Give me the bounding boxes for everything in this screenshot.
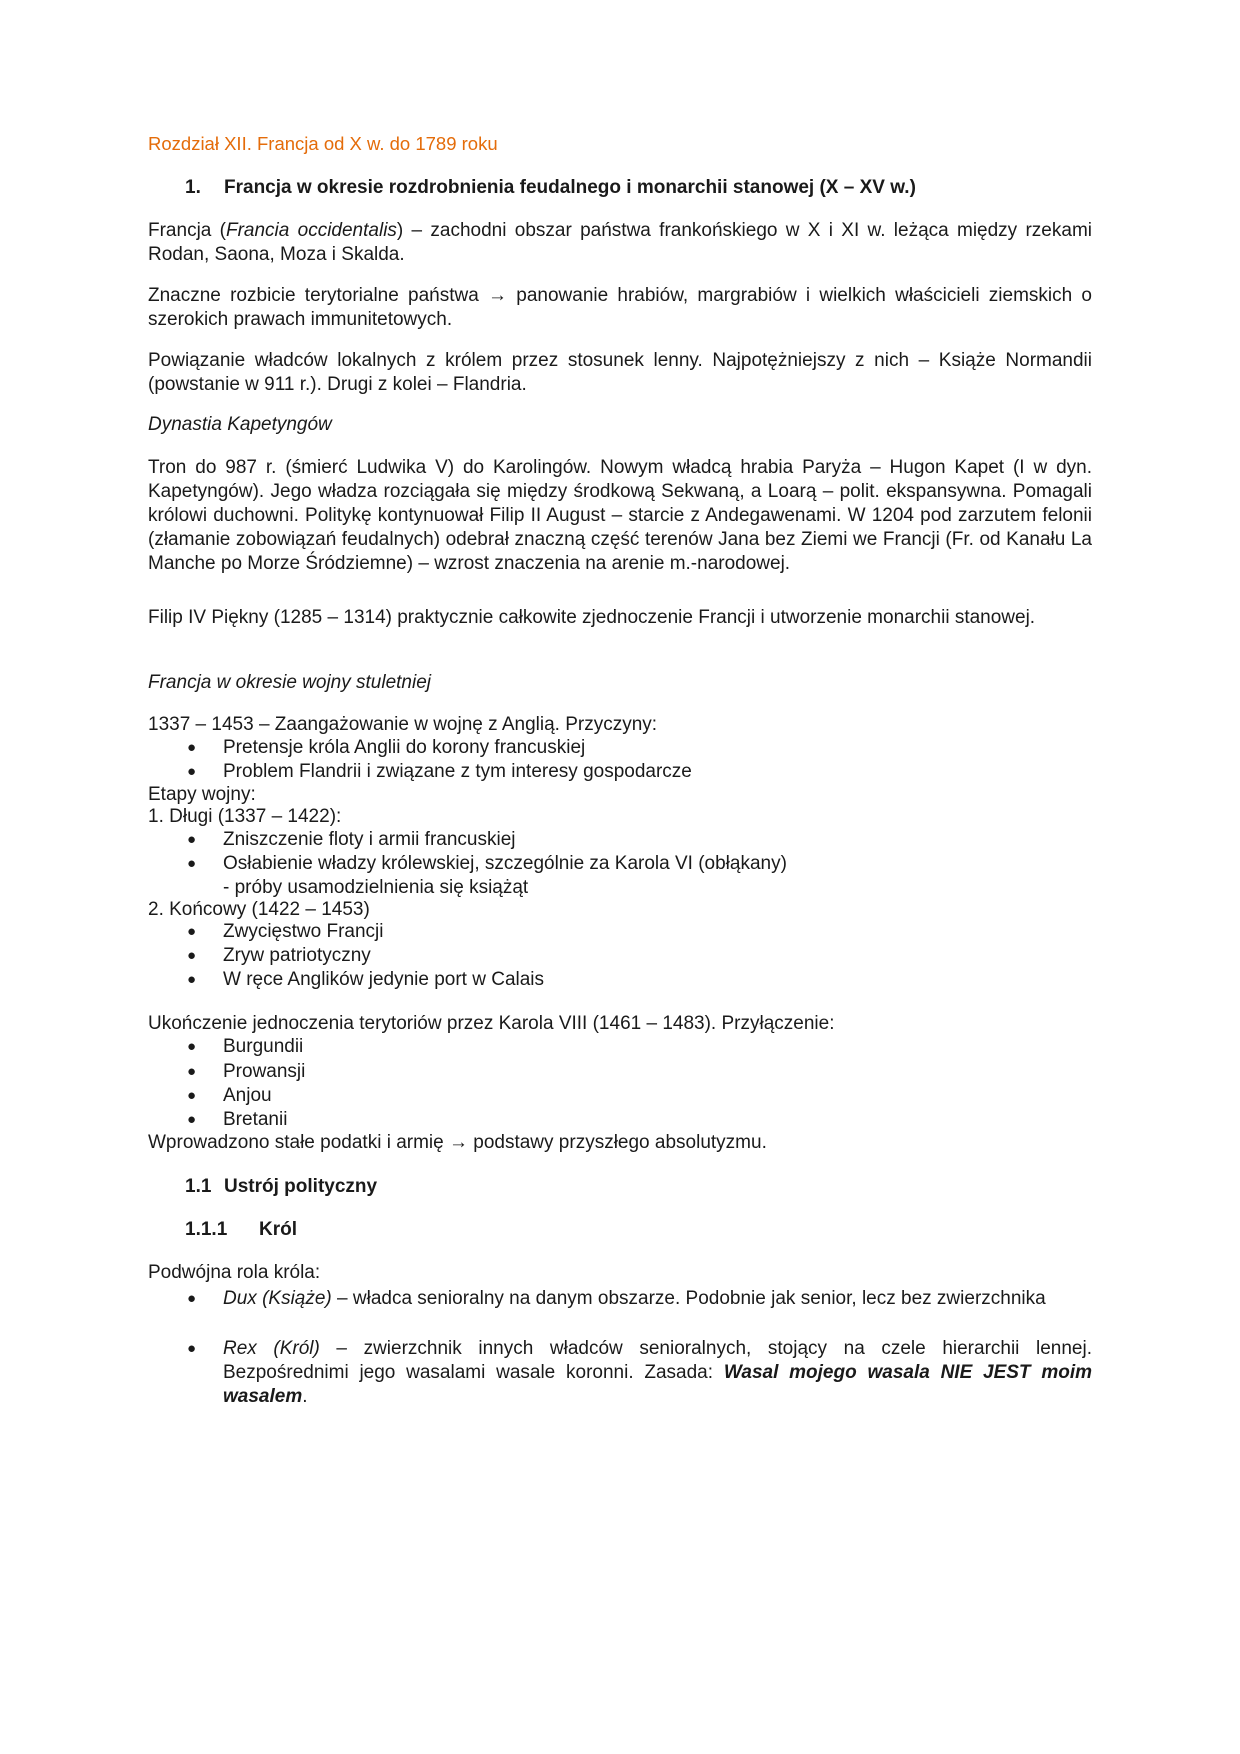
arrow-icon: → [448,1132,468,1153]
bullet-icon: ● [187,971,197,988]
paragraph-francja [148,219,1092,267]
bullet-icon: ● [187,1063,197,1080]
list-item-rex [223,1337,1092,1409]
list-item: Zwycięstwo Francji [223,921,384,942]
bullet-icon: ● [187,1038,197,1055]
list-item: Anjou [223,1085,272,1106]
list-item: Problem Flandrii i związane z tym interesy gospodarcze [223,761,692,782]
paragraph-filip: Filip IV Piękny (1285 – 1314) praktycznie całkowite zjednoczenie Francji i utworzenie monarchii stanowej. [148,607,1036,628]
list-item-dux [223,1287,1092,1311]
heading-dynastia: Dynastia Kapetyngów [148,414,332,435]
text: Wprowadzono stałe podatki i armię [148,1132,444,1153]
arrow-icon: → [488,285,508,306]
bullet-icon: ● [187,831,197,848]
list-item: Zryw patriotyczny [223,945,371,966]
chapter-title: Rozdział XII. Francja od X w. do 1789 roku [148,133,498,154]
term: Dux (Książe) [223,1288,332,1309]
list-item: Bretanii [223,1109,288,1130]
stage-1-label: 1. Długi (1337 – 1422): [148,806,342,827]
text: . [302,1386,308,1407]
list-subitem: - próby usamodzielnienia się książąt [223,877,529,898]
list-item: Osłabienie władzy królewskiej, szczególnie za Karola VI (obłąkany) [223,853,787,874]
king-intro: Podwójna rola króla: [148,1262,321,1283]
latin-term: Francia occidentalis [225,220,397,241]
bullet-icon: ● [187,1111,197,1128]
paragraph-powiazanie: Powiązanie władców lokalnych z królem przez stosunek lenny. Najpotężniejszy z nich – Książe Normandii (powstanie w 911 r.). Drugi z kolei – Flandria. [148,350,1092,395]
stages-label: Etapy wojny: [148,784,256,805]
section-number: 1.1 [185,1176,212,1197]
rule-emphasis: Wasal mojego wasala NIE JEST moim wasalem [223,1362,1092,1407]
heading-wojna: Francja w okresie wojny stuletniej [148,672,432,693]
list-item: Zniszczenie floty i armii francuskiej [223,829,516,850]
bullet-icon: ● [187,947,197,964]
text: Znaczne rozbicie terytorialne państwa [148,285,479,306]
section-title: Ustrój polityczny [224,1176,378,1197]
bullet-icon: ● [187,1340,197,1357]
list-item: Burgundii [223,1036,304,1057]
text: – władca senioralny na danym obszarze. Podobnie jak senior, lecz bez zwierzchnika [331,1288,1046,1309]
paragraph-rozbicie [148,284,1092,332]
bullet-icon: ● [187,739,197,756]
bullet-icon: ● [187,1087,197,1104]
term: Rex (Król) [223,1338,320,1359]
section-title: Król [259,1219,297,1240]
stage-2-label: 2. Końcowy (1422 – 1453) [148,899,370,920]
list-item: Prowansji [223,1061,306,1082]
list-item: Pretensje króla Anglii do korony francuskiej [223,737,586,758]
war-intro: 1337 – 1453 – Zaangażowanie w wojnę z Anglią. Przyczyny: [148,714,658,735]
unification-result [148,1131,767,1155]
text: panowanie hrabiów, margrabiów i wielkich właścicieli ziemskich o szerokich prawach immunitetowych. [148,285,1092,330]
paragraph-tron: Tron do 987 r. (śmierć Ludwika V) do Karolingów. Nowym władcą hrabia Paryża – Hugon Kapet (I w dyn. Kapetyngów). Jego władza rozciągała się między środkową Sekwaną, a Loarą – polit. ekspansywna. Pomagali królowi duchowni. Politykę kontynuował Filip II August – starcie z Andegawenami. W 1204 pod zarzutem felonii (złamanie zobowiązań feudalnych) odebrał znaczną część terenów Jana bez Ziemi we Francji (Fr. od Kanału La Manche po Morze Śródziemne) – wzrost znaczenia na arenie m.-narodowej. [148,457,1092,574]
bullet-icon: ● [187,1290,197,1307]
section-number: 1. [185,177,201,198]
text: – zwierzchnik innych władców senioralnych, stojący na czele hierarchii lennej. Bezpośrednimi jego wasalami wasale koronni. Zasada: [223,1338,1092,1383]
bullet-icon: ● [187,855,197,872]
text: Francja ( [148,220,226,241]
bullet-icon: ● [187,763,197,780]
section-title: Francja w okresie rozdrobnienia feudalnego i monarchii stanowej (X – XV w.) [224,177,916,198]
list-item: W ręce Anglików jedynie port w Calais [223,969,545,990]
text: ) – zachodni obszar państwa frankońskiego w X i XI w. leżąca między rzekami Rodan, Saona, Moza i Skalda. [148,220,1092,265]
section-number: 1.1.1 [185,1219,228,1240]
bullet-icon: ● [187,923,197,940]
text: podstawy przyszłego absolutyzmu. [473,1132,767,1153]
unification-intro: Ukończenie jednoczenia terytoriów przez Karola VIII (1461 – 1483). Przyłączenie: [148,1013,835,1034]
